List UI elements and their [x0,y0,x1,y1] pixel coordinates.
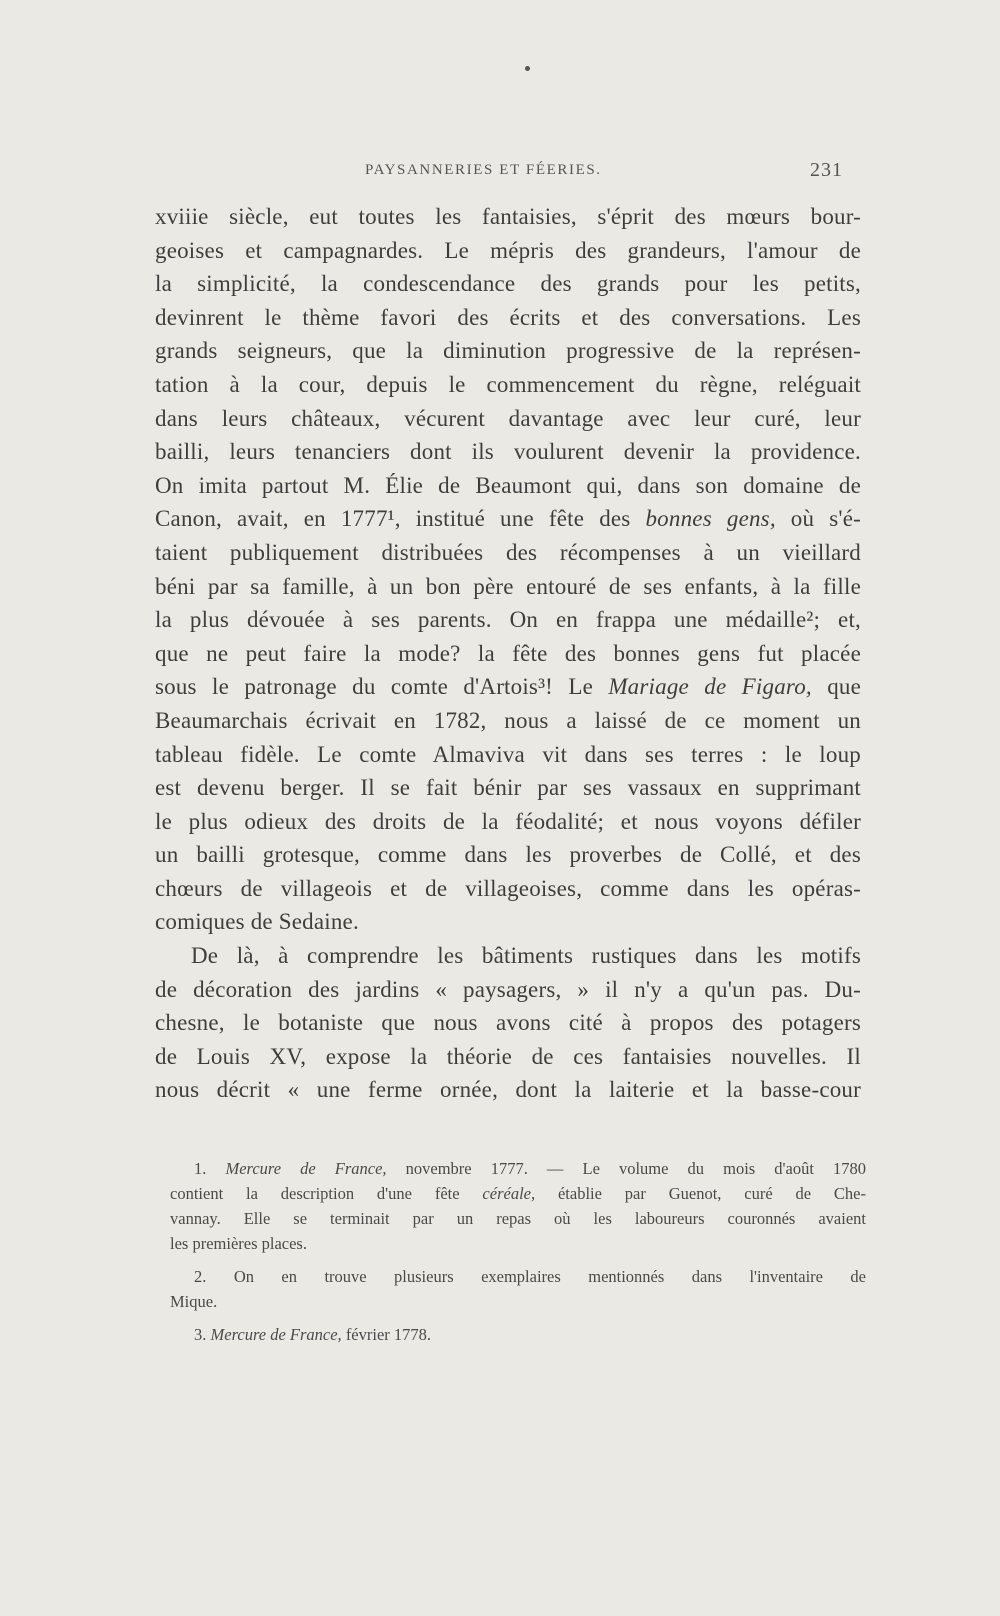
text-line: la plus dévouée à ses parents. On en frappa une médaille²; et, [155,607,861,633]
text-line: la simplicité, la condescendance des grands pour les petits, [155,271,861,297]
text-line: On imita partout M. Élie de Beaumont qui, dans son domaine de [155,472,861,498]
text-line: chesne, le botaniste que nous avons cité à propos des potagers [155,1010,861,1036]
footnote-line [170,1322,866,1347]
footnote-line: les premières places. [170,1234,307,1253]
text-line: xviiie siècle, eut toutes les fantaisies, s'éprit des mœurs bour- [155,204,861,229]
text-line: le plus odieux des droits de la féodalité; et nous voyons défiler [155,808,861,834]
text-line: tableau fidèle. Le comte Almaviva vit dans ses terres : le loup [155,741,861,767]
text-segment: Canon, avait, en 1777¹, institué une fête des [155,506,646,532]
text-line: que ne peut faire la mode? la fête des bonnes gens fut placée [155,640,861,666]
body-text [155,200,861,1107]
footnote-number: 3. [194,1325,211,1344]
text-segment: établie par Guenot, curé de Che- [535,1184,867,1203]
footnote-line [170,1181,866,1206]
text-line: béni par sa famille, à un bon père entouré de ses enfants, à la fille [155,573,861,599]
text-segment: sous le patronage du comte d'Artois³! Le [155,674,609,700]
text-line [155,502,861,536]
text-line: grands seigneurs, que la diminution progressive de la représen- [155,338,861,364]
text-line: comiques de Sedaine. [155,909,359,935]
text-line: De là, à comprendre les bâtiments rustiques dans les motifs [191,943,861,969]
running-head [0,159,1000,192]
page-number: 231 [810,159,843,181]
footnote-source: Mercure de France, [225,1159,387,1178]
footnote-line [170,1156,866,1181]
text-segment: novembre 1777. — Le volume du mois d'août 1780 [386,1159,867,1178]
footnotes [170,1156,866,1347]
text-line: taient publiquement distribuées des récompenses à un vieillard [155,539,861,565]
text-segment: février 1778. [341,1325,432,1344]
text-line: geoises et campagnardes. Le mépris des grandeurs, l'amour de [155,237,861,263]
footnote-line: Mique. [170,1292,218,1311]
text-line: de décoration des jardins « paysagers, » il n'y a qu'un pas. Du- [155,976,861,1002]
text-line: Beaumarchais écrivait en 1782, nous a laissé de ce moment un [155,707,861,733]
running-title: PAYSANNERIES ET FÉERIES. [365,162,602,178]
text-line: est devenu berger. Il se fait bénir par ses vassaux en supprimant [155,775,861,801]
text-line: tation à la cour, depuis le commencement du règne, reléguait [155,371,861,397]
italic-title: Mariage de Figaro, [608,674,812,700]
footnote-source: Mercure de France, [210,1325,342,1344]
ink-speck [525,66,530,71]
text-line: bailli, leurs tenanciers dont ils voulurent devenir la providence. [155,439,861,465]
text-line: de Louis XV, expose la théorie de ces fantaisies nouvelles. Il [155,1043,861,1069]
italic-word: céréale, [482,1184,536,1203]
text-line: nous décrit « une ferme ornée, dont la laiterie et la basse-cour [155,1077,861,1103]
footnote-line: vannay. Elle se terminait par un repas où les laboureurs couronnés avaient [170,1209,866,1228]
text-line [155,670,861,704]
text-segment: où s'é- [775,506,861,532]
text-line: devinrent le thème favori des écrits et des conversations. Les [155,304,861,330]
footnote-number: 1. [194,1159,226,1178]
italic-phrase: bonnes gens, [645,506,776,532]
text-segment: que [811,674,861,700]
footnote-line: 2. On en trouve plusieurs exemplaires mentionnés dans l'inventaire de [194,1267,866,1286]
text-line: chœurs de villageois et de villageoises, comme dans les opéras- [155,875,861,901]
text-line: dans leurs châteaux, vécurent davantage avec leur curé, leur [155,405,861,431]
text-segment: contient la description d'une fête [170,1184,483,1203]
text-line: un bailli grotesque, comme dans les proverbes de Collé, et des [155,842,861,868]
